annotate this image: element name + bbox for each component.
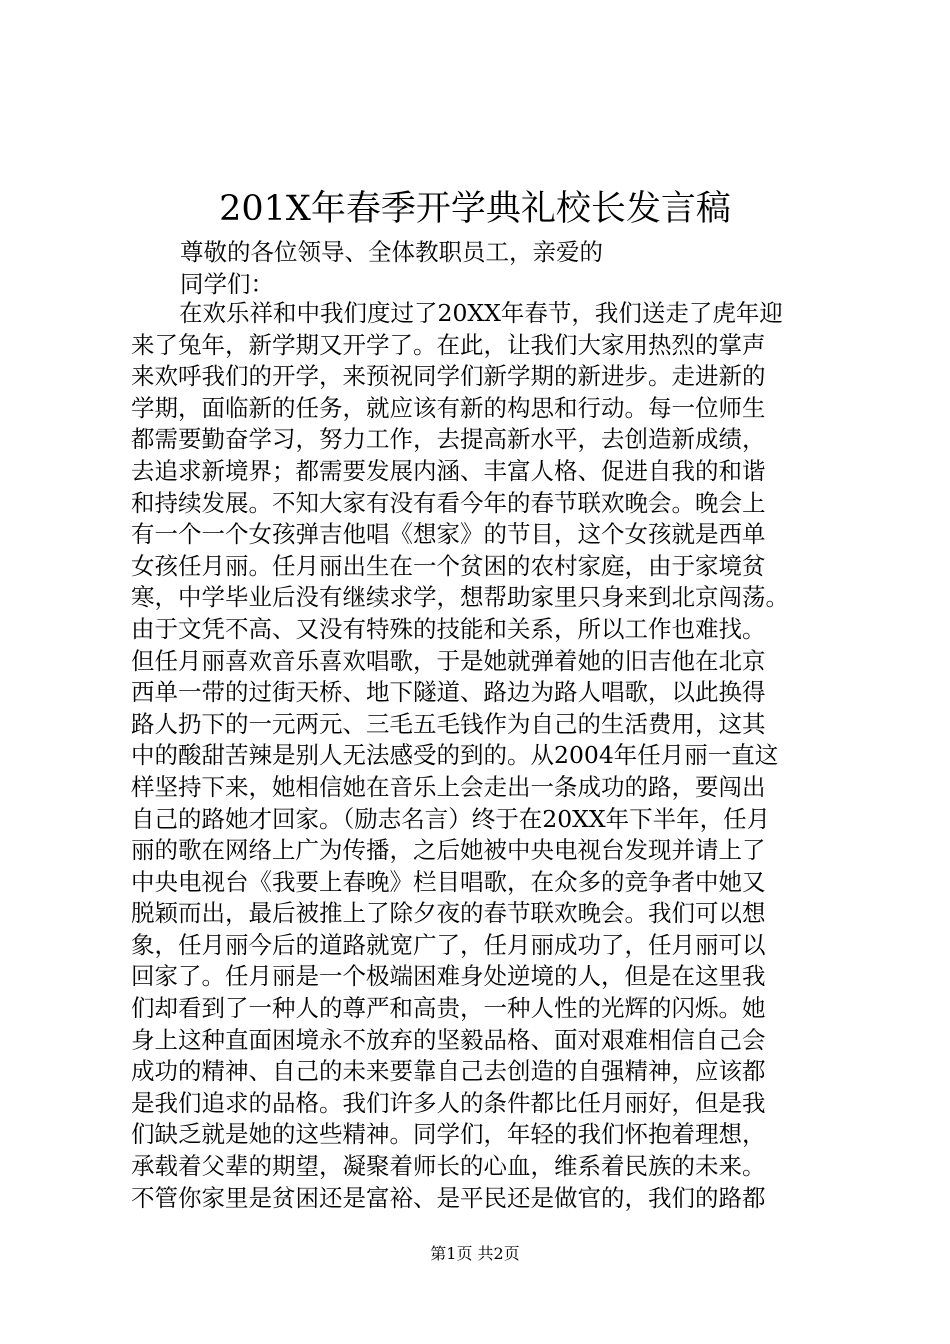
text-line: 寒，中学毕业后没有继续求学，想帮助家里只身来到北京闯荡。 — [131, 583, 789, 612]
text-line: 中央电视台《我要上春晚》栏目唱歌，在众多的竞争者中她又 — [131, 867, 766, 896]
salutation-line: 同学们： — [180, 270, 274, 298]
text-line: 象，任月丽今后的道路就宽广了，任月丽成功了，任月丽可以 — [131, 930, 766, 959]
page-footer: 第1页 共2页 — [430, 1244, 520, 1263]
text-line: 们缺乏就是她的这些精神。同学们，年轻的我们怀抱着理想， — [131, 1120, 766, 1149]
text-line: 回家了。任月丽是一个极端困难身处逆境的人，但是在这里我 — [131, 962, 766, 991]
text-line: 丽的歌在网络上广为传播，之后她被中央电视台发现并请上了 — [131, 836, 766, 865]
text-line: 去追求新境界；都需要发展内涵、丰富人格、促进自我的和谐 — [131, 456, 766, 485]
text-line: 承载着父辈的期望，凝聚着师长的心血，维系着民族的未来。 — [131, 1152, 766, 1181]
salutation-line: 尊敬的各位领导、全体教职员工，亲爱的 — [180, 238, 603, 266]
text-line: 自己的路她才回家。（励志名言）终于在20XX年下半年，任月 — [131, 804, 771, 833]
text-line: 路人扔下的一元两元、三毛五毛钱作为自己的生活费用，这其 — [131, 709, 766, 738]
salutation — [180, 236, 700, 300]
text-line: 脱颖而出，最后被推上了除夕夜的春节联欢晚会。我们可以想 — [131, 899, 766, 928]
text-line: 样坚持下来，她相信她在音乐上会走出一条成功的路，要闯出 — [131, 772, 766, 801]
text-line: 有一个一个女孩弹吉他唱《想家》的节目，这个女孩就是西单 — [131, 520, 766, 549]
text-line: 来欢呼我们的开学，来预祝同学们新学期的新进步。走进新的 — [131, 362, 766, 391]
text-line: 和持续发展。不知大家有没有看今年的春节联欢晚会。晚会上 — [131, 488, 766, 517]
text-line: 西单一带的过街天桥、地下隧道、路边为路人唱歌，以此换得 — [131, 678, 766, 707]
text-line: 身上这种直面困境永不放弃的坚毅品格、面对艰难相信自己会 — [131, 1025, 766, 1054]
text-line: 学期，面临新的任务，就应该有新的构思和行动。每一位师生 — [131, 393, 766, 422]
body-paragraph — [131, 298, 851, 1214]
text-line: 中的酸甜苦辣是别人无法感受的到的。从2004年任月丽一直这 — [131, 741, 779, 770]
text-line: 由于文凭不高、又没有特殊的技能和关系，所以工作也难找。 — [131, 614, 766, 643]
text-line: 都需要勤奋学习，努力工作，去提高新水平，去创造新成绩， — [131, 425, 766, 454]
text-line: 不管你家里是贫困还是富裕、是平民还是做官的，我们的路都 — [131, 1183, 766, 1212]
text-line: 但任月丽喜欢音乐喜欢唱歌，于是她就弹着她的旧吉他在北京 — [131, 646, 766, 675]
text-line: 是我们追求的品格。我们许多人的条件都比任月丽好，但是我 — [131, 1088, 766, 1117]
text-line: 来了兔年，新学期又开学了。在此，让我们大家用热烈的掌声 — [131, 330, 766, 359]
document-title: 201X年春季开学典礼校长发言稿 — [219, 189, 731, 229]
text-line: 们却看到了一种人的尊严和高贵，一种人性的光辉的闪烁。她 — [131, 994, 766, 1023]
text-line: 成功的精神、自己的未来要靠自己去创造的自强精神，应该都 — [131, 1057, 766, 1086]
text-line: 女孩任月丽。任月丽出生在一个贫困的农村家庭，由于家境贫 — [131, 551, 766, 580]
text-line: 在欢乐祥和中我们度过了20XX年春节，我们送走了虎年迎 — [179, 299, 783, 327]
